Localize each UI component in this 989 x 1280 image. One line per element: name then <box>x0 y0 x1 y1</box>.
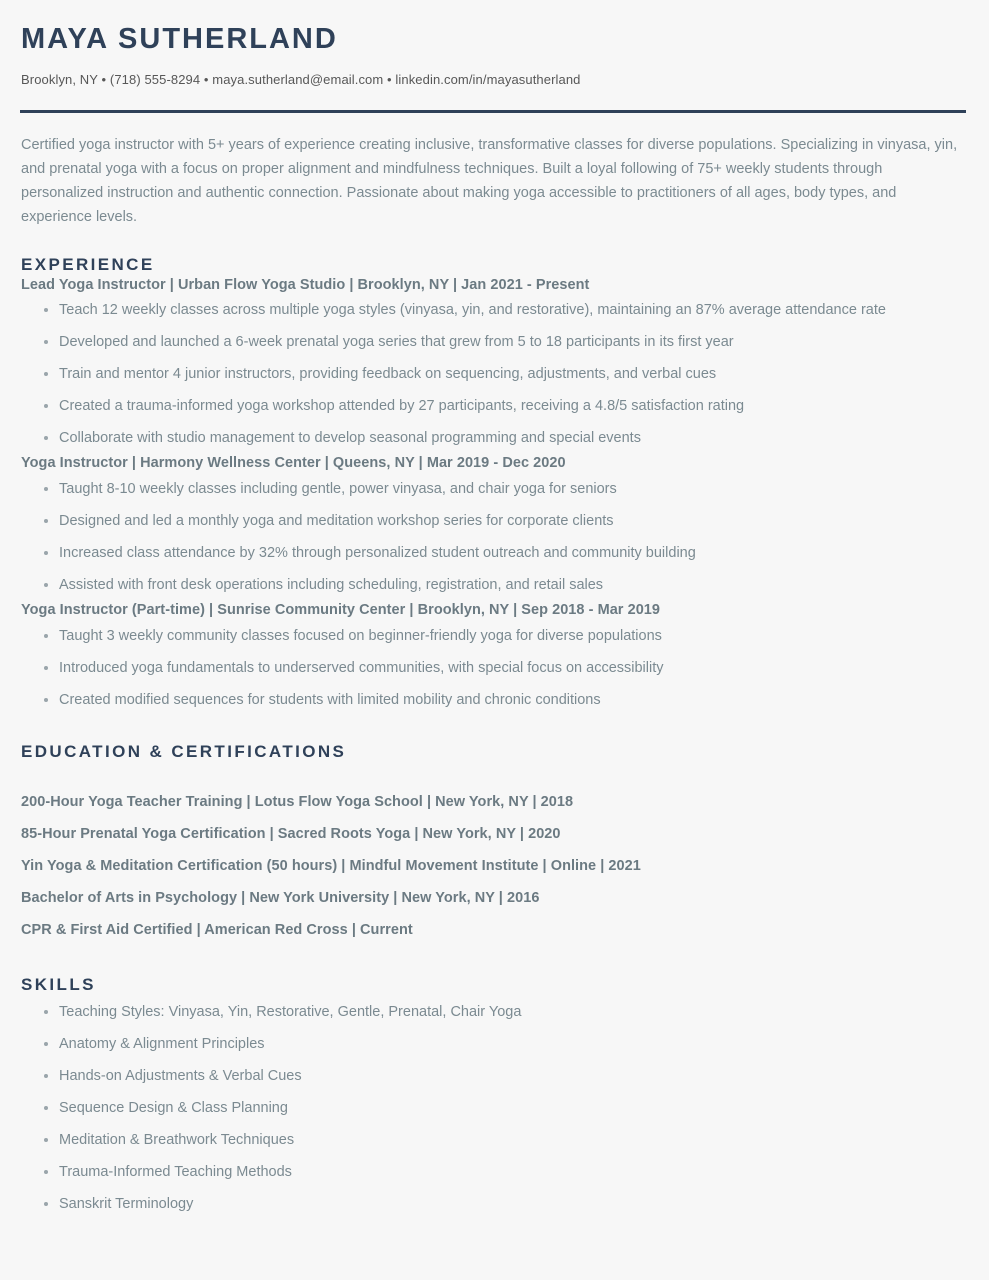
list-item: Increased class attendance by 32% through personalized student outreach and community building <box>20 537 966 569</box>
resume-header <box>20 22 966 113</box>
list-item: Taught 8-10 weekly classes including gentle, power vinyasa, and chair yoga for seniors <box>20 473 966 505</box>
section-skills <box>20 975 966 1219</box>
education-list <box>20 786 966 946</box>
education-item: 200-Hour Yoga Teacher Training | Lotus Flow Yoga School | New York, NY | 2018 <box>21 794 574 811</box>
list-item: Developed and launched a 6-week prenatal yoga series that grew from 5 to 18 participants in its first year <box>20 326 966 358</box>
section-experience <box>20 255 966 716</box>
education-item: Bachelor of Arts in Psychology | New York University | New York, NY | 2016 <box>21 890 540 907</box>
list-item: Assisted with front desk operations including scheduling, registration, and retail sales <box>20 569 966 601</box>
list-item: Created a trauma-informed yoga workshop attended by 27 participants, receiving a 4.8/5 satisfaction rating <box>20 390 966 422</box>
education-item: Yin Yoga & Meditation Certification (50 hours) | Mindful Movement Institute | Online | 2021 <box>21 858 641 875</box>
list-item: Sequence Design & Class Planning <box>20 1092 966 1124</box>
experience-entry <box>20 454 966 601</box>
experience-entry <box>20 601 966 716</box>
list-item: Anatomy & Alignment Principles <box>20 1028 966 1060</box>
job-bullet-list <box>20 473 966 601</box>
section-title-experience: EXPERIENCE <box>21 255 155 275</box>
list-item: Meditation & Breathwork Techniques <box>20 1124 966 1156</box>
job-bullet-list <box>20 294 966 454</box>
job-heading: Lead Yoga Instructor | Urban Flow Yoga Studio | Brooklyn, NY | Jan 2021 - Present <box>21 276 590 293</box>
list-item: Created modified sequences for students with limited mobility and chronic conditions <box>20 684 966 716</box>
list-item: Trauma-Informed Teaching Methods <box>20 1156 966 1188</box>
list-item: Train and mentor 4 junior instructors, providing feedback on sequencing, adjustments, and verbal cues <box>20 358 966 390</box>
list-item: Hands-on Adjustments & Verbal Cues <box>20 1060 966 1092</box>
skills-list <box>20 996 966 1220</box>
section-title-skills: SKILLS <box>21 975 96 995</box>
experience-entry <box>20 276 966 455</box>
job-bullet-list <box>20 620 966 716</box>
contact-line: Brooklyn, NY • (718) 555-8294 • maya.sutherland@email.com • linkedin.com/in/mayasutherland <box>21 72 581 88</box>
section-title-education: EDUCATION & CERTIFICATIONS <box>21 742 347 762</box>
job-heading: Yoga Instructor (Part-time) | Sunrise Community Center | Brooklyn, NY | Sep 2018 - Mar 2019 <box>21 602 661 619</box>
list-item: Designed and led a monthly yoga and meditation workshop series for corporate clients <box>20 505 966 537</box>
list-item: Taught 3 weekly community classes focused on beginner-friendly yoga for diverse populations <box>20 620 966 652</box>
list-item: Introduced yoga fundamentals to underserved communities, with special focus on accessibility <box>20 652 966 684</box>
professional-summary: Certified yoga instructor with 5+ years of experience creating inclusive, transformative classes for diverse populations. Specializing in vinyasa, yin, and prenatal yoga with a focus on proper alignment and mindfulness techniques. Built a loyal following of 75+ weekly students through personalized instruction and authentic connection. Passionate about making yoga accessible to practitioners of all ages, body types, and experience levels. <box>21 137 958 226</box>
list-item: Collaborate with studio management to develop seasonal programming and special events <box>20 422 966 454</box>
list-item: Sanskrit Terminology <box>20 1188 966 1220</box>
page-title: MAYA SUTHERLAND <box>21 23 338 55</box>
header-divider <box>20 110 966 113</box>
education-item: 85-Hour Prenatal Yoga Certification | Sacred Roots Yoga | New York, NY | 2020 <box>21 826 561 843</box>
job-heading: Yoga Instructor | Harmony Wellness Center | Queens, NY | Mar 2019 - Dec 2020 <box>21 455 566 472</box>
list-item: Teach 12 weekly classes across multiple yoga styles (vinyasa, yin, and restorative), maintaining an 87% average attendance rate <box>20 294 966 326</box>
section-education <box>20 742 966 946</box>
list-item: Teaching Styles: Vinyasa, Yin, Restorative, Gentle, Prenatal, Chair Yoga <box>20 996 966 1028</box>
education-item: CPR & First Aid Certified | American Red Cross | Current <box>21 922 413 939</box>
